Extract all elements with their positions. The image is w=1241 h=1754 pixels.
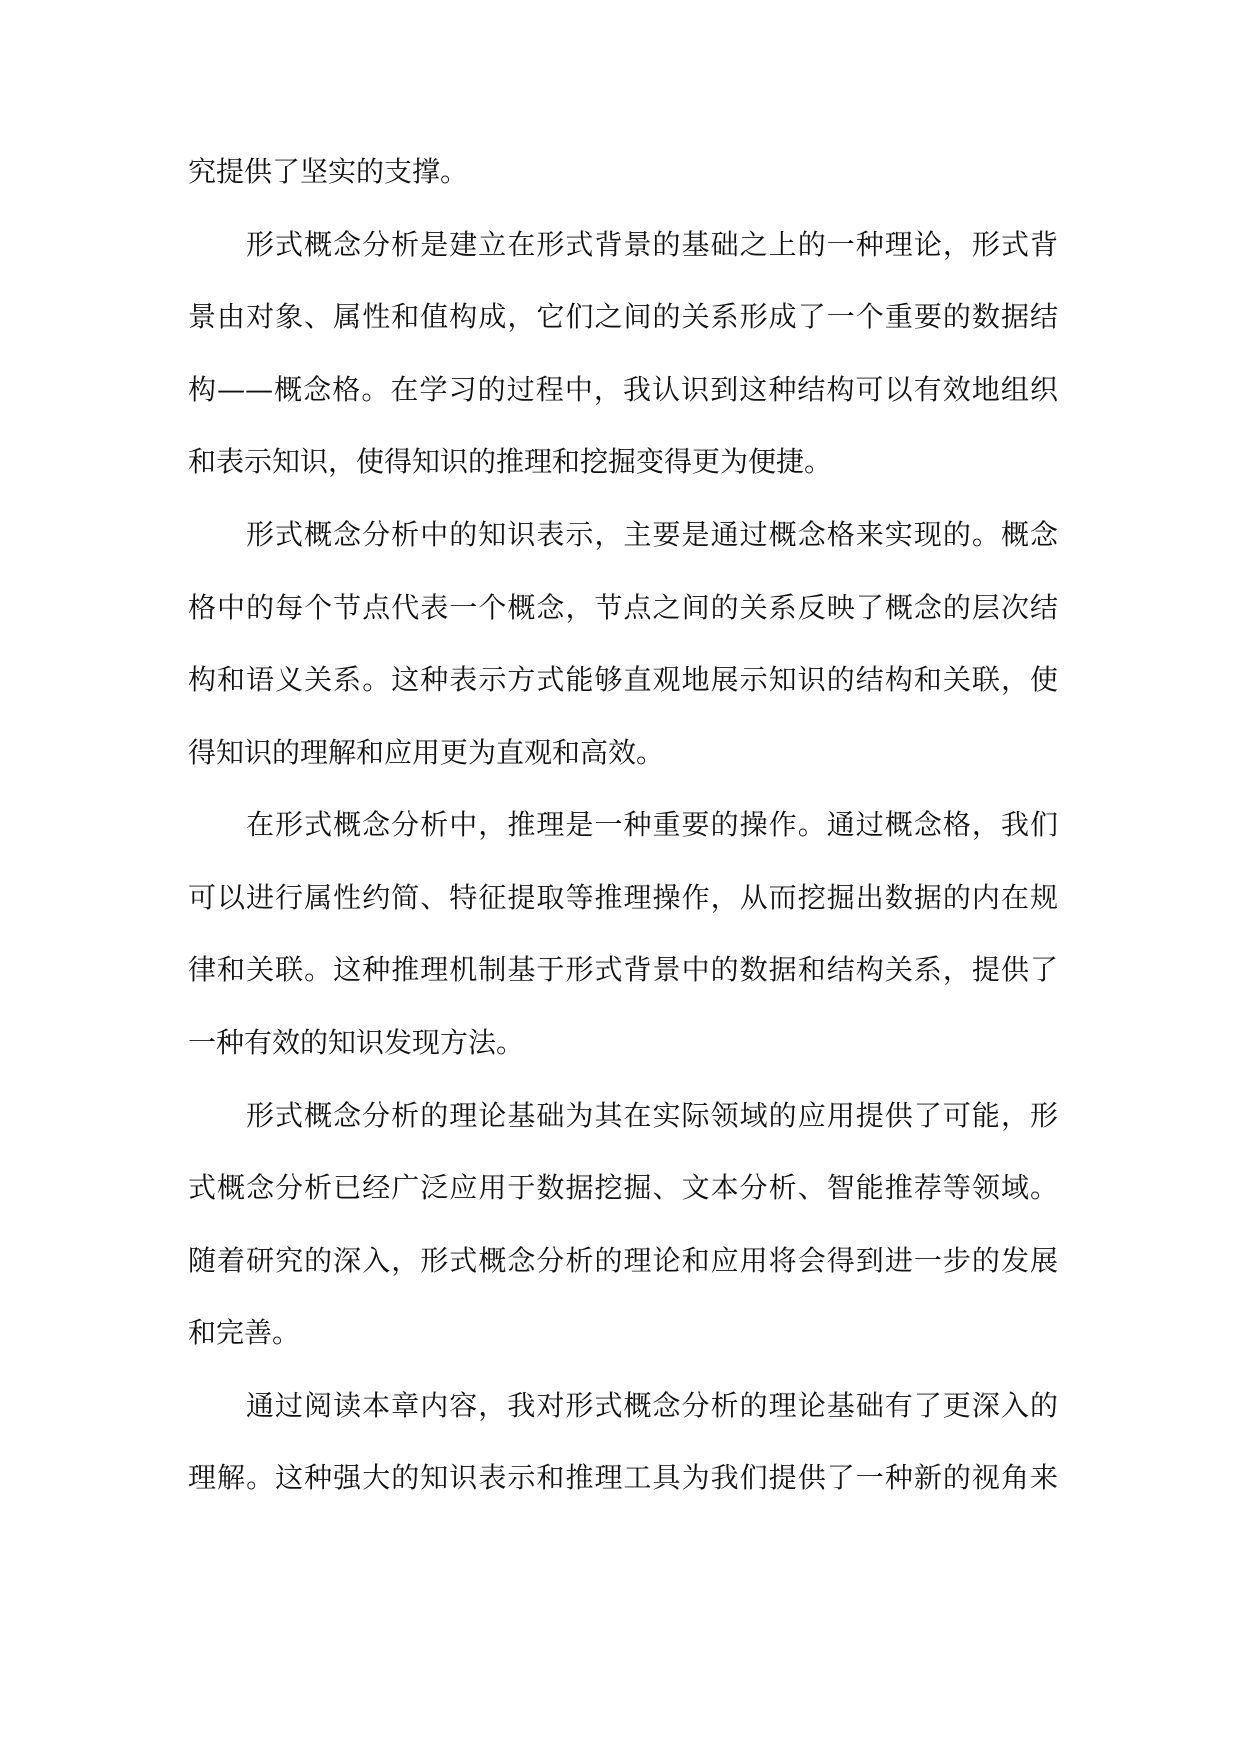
text-line: 景由对象、属性和值构成，它们之间的关系形成了一个重要的数据结 (188, 300, 1058, 333)
text-line: 式概念分析已经广泛应用于数据挖掘、文本分析、智能推荐等领域。 (188, 1171, 1058, 1204)
text-line: 律和关联。这种推理机制基于形式背景中的数据和结构关系，提供了 (188, 953, 1058, 986)
paragraph-first-line: 形式概念分析是建立在形式背景的基础之上的一种理论，形式背 (246, 228, 1058, 261)
paragraph-first-line: 形式概念分析中的知识表示，主要是通过概念格来实现的。概念 (246, 518, 1058, 551)
text-line: 和表示知识，使得知识的推理和挖掘变得更为便捷。 (188, 445, 833, 478)
paragraph-first-line: 在形式概念分析中，推理是一种重要的操作。通过概念格，我们 (246, 808, 1058, 841)
text-line: 构和语义关系。这种表示方式能够直观地展示知识的结构和关联，使 (188, 663, 1058, 696)
text-line: 究提供了坚实的支撑。 (188, 155, 469, 188)
paragraph-first-line: 形式概念分析的理论基础为其在实际领域的应用提供了可能，形 (246, 1099, 1058, 1132)
text-line: 和完善。 (188, 1316, 301, 1349)
text-line: 理解。这种强大的知识表示和推理工具为我们提供了一种新的视角来 (188, 1461, 1058, 1494)
text-line: 构——概念格。在学习的过程中，我认识到这种结构可以有效地组织 (188, 373, 1058, 406)
text-line: 格中的每个节点代表一个概念，节点之间的关系反映了概念的层次结 (188, 591, 1058, 624)
paragraph-first-line: 通过阅读本章内容，我对形式概念分析的理论基础有了更深入的 (246, 1389, 1058, 1422)
text-line: 随着研究的深入，形式概念分析的理论和应用将会得到进一步的发展 (188, 1244, 1058, 1277)
text-line: 得知识的理解和应用更为直观和高效。 (188, 736, 665, 769)
text-line: 可以进行属性约简、特征提取等推理操作，从而挖掘出数据的内在规 (188, 881, 1058, 914)
text-line: 一种有效的知识发现方法。 (188, 1026, 525, 1059)
